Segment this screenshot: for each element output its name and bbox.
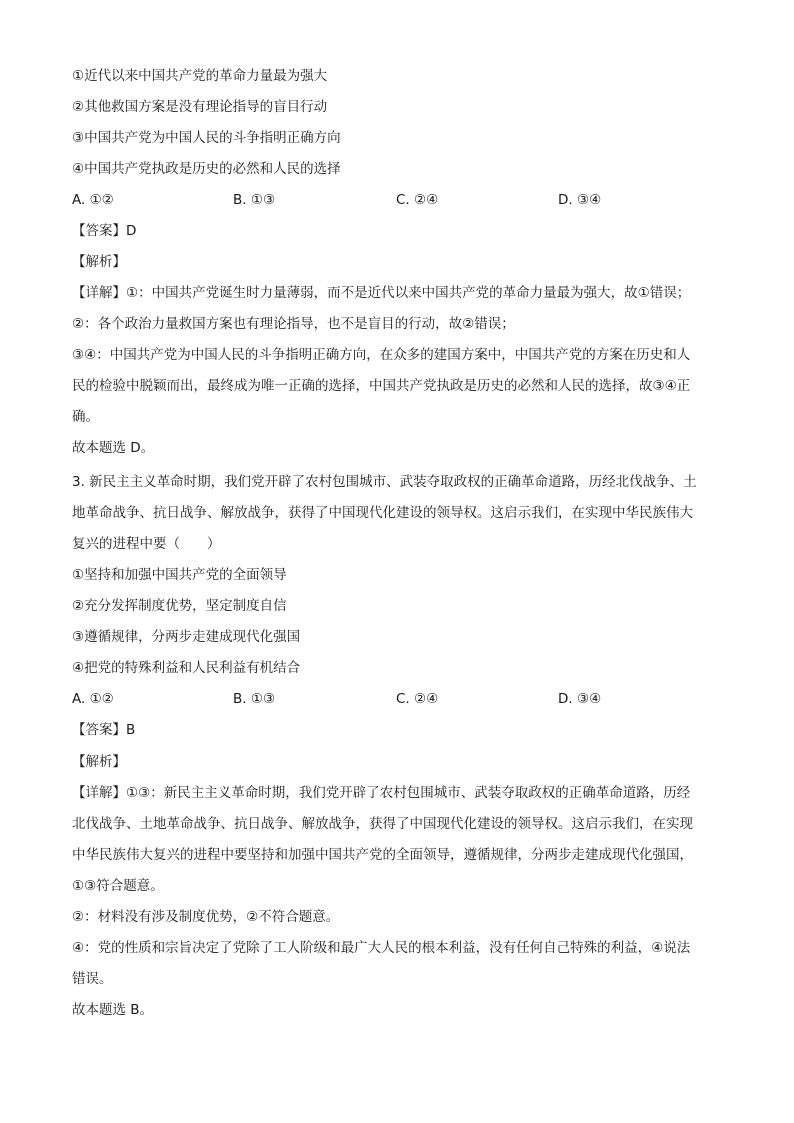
q3-detail-line-7: 错误。 bbox=[72, 971, 113, 987]
q2-detail-line-1: 【详解】①：中国共产党诞生时力量薄弱，而不是近代以来中国共产党的革命力量最为强大，故①错误； bbox=[72, 285, 691, 301]
q3-option-c: C. ②④ bbox=[396, 691, 439, 707]
q3-statement-4: ④把党的特殊利益和人民利益有机结合 bbox=[72, 660, 301, 676]
q2-detail-line-4: 民的检验中脱颖而出，最终成为唯一正确的选择，中国共产党执政是历史的必然和人民的选择，故③④正 bbox=[72, 378, 691, 394]
q3-stem-line-2: 地革命战争、抗日战争、解放战争，获得了中国现代化建设的领导权。这启示我们，在实现中华民族伟大 bbox=[72, 505, 693, 521]
q2-analysis-label: 【解析】 bbox=[72, 254, 126, 270]
q2-option-a: A. ①② bbox=[72, 192, 114, 208]
q3-option-a: A. ①② bbox=[72, 691, 114, 707]
q2-detail-line-2: ②：各个政治力量救国方案也有理论指导，也不是盲目的行动，故②错误； bbox=[72, 316, 515, 332]
q2-detail-line-3: ③④：中国共产党为中国人民的斗争指明正确方向，在众多的建国方案中，中国共产党的方案在历史和人 bbox=[72, 347, 691, 363]
q2-answer: 【答案】D bbox=[72, 223, 137, 239]
q3-stem-line-3: 复兴的进程中要（ ） bbox=[72, 536, 221, 552]
q2-statement-4: ④中国共产党执政是历史的必然和人民的选择 bbox=[72, 161, 341, 177]
q3-detail-line-5: ②：材料没有涉及制度优势，②不符合题意。 bbox=[72, 909, 340, 925]
q3-detail-line-2: 北伐战争、土地革命战争、抗日战争、解放战争，获得了中国现代化建设的领导权。这启示我们，在实现 bbox=[72, 816, 693, 832]
q3-statement-2: ②充分发挥制度优势，坚定制度自信 bbox=[72, 598, 287, 614]
q2-statement-2: ②其他救国方案是没有理论指导的盲目行动 bbox=[72, 99, 328, 115]
q3-detail-line-3: 中华民族伟大复兴的进程中要坚持和加强中国共产党的全面领导，遵循规律，分两步走建成现代化强国， bbox=[72, 847, 693, 863]
q3-statement-1: ①坚持和加强中国共产党的全面领导 bbox=[72, 567, 287, 583]
q3-answer: 【答案】B bbox=[72, 722, 136, 738]
q3-stem-line-1: 3. 新民主主义革命时期，我们党开辟了农村包围城市、武装夺取政权的正确革命道路，历经北伐战争、土 bbox=[72, 474, 697, 490]
q2-option-c: C. ②④ bbox=[396, 192, 439, 208]
q3-option-d: D. ③④ bbox=[558, 691, 602, 707]
q3-statement-3: ③遵循规律，分两步走建成现代化强国 bbox=[72, 629, 301, 645]
q3-detail-line-1: 【详解】①③：新民主主义革命时期，我们党开辟了农村包围城市、武装夺取政权的正确革命道路，历经 bbox=[72, 785, 691, 801]
q3-analysis-label: 【解析】 bbox=[72, 754, 126, 770]
q2-statement-1: ①近代以来中国共产党的革命力量最为强大 bbox=[72, 68, 328, 84]
q2-option-d: D. ③④ bbox=[558, 192, 602, 208]
q3-detail-line-6: ④：党的性质和宗旨决定了党除了工人阶级和最广大人民的根本利益，没有任何自己特殊的利益，④说法 bbox=[72, 940, 691, 956]
q3-conclusion: 故本题选 B。 bbox=[72, 1002, 154, 1018]
q2-detail-line-5: 确。 bbox=[72, 409, 99, 425]
q3-option-b: B. ①③ bbox=[233, 691, 276, 707]
q3-detail-line-4: ①③符合题意。 bbox=[72, 878, 164, 894]
q2-option-b: B. ①③ bbox=[233, 192, 276, 208]
q2-statement-3: ③中国共产党为中国人民的斗争指明正确方向 bbox=[72, 130, 341, 146]
q2-conclusion: 故本题选 D。 bbox=[72, 440, 155, 456]
